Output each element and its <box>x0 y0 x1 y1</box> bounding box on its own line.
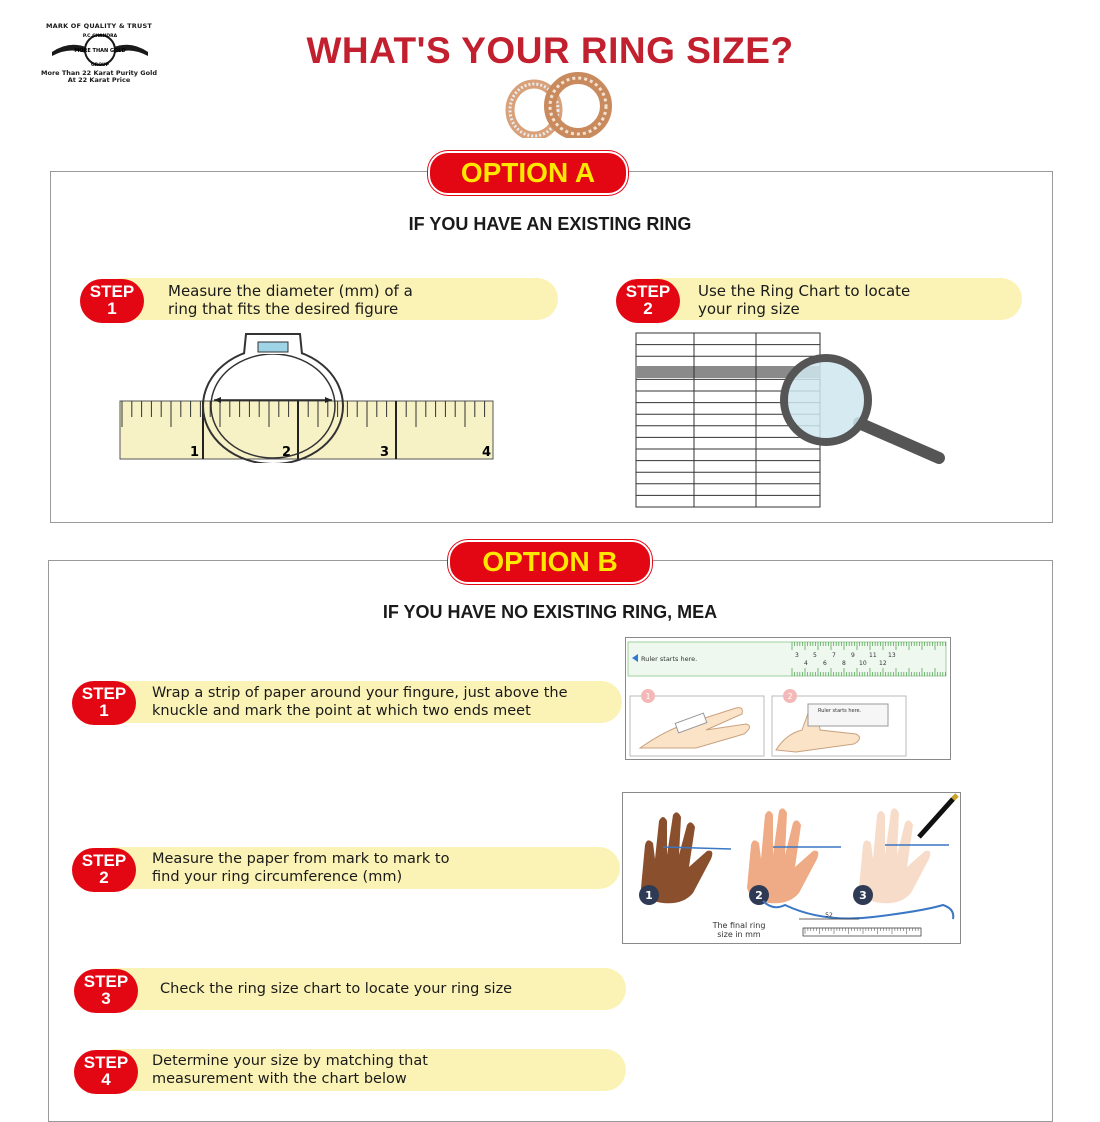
wrap-step-circle-2: 2 <box>787 692 793 701</box>
ruler-label-2: 2 <box>282 445 292 460</box>
step-word: STEP <box>89 282 135 301</box>
option-b-step1-line2: knuckle and mark the point at which two ends meet <box>152 703 531 719</box>
ruler-bottom-num: 12 <box>879 660 887 667</box>
wrap-paper-illustration <box>625 637 951 760</box>
logo-top-text: MARK OF QUALITY & TRUST <box>46 22 152 30</box>
option-b-heading: IF YOU HAVE NO EXISTING RING, MEA <box>382 602 718 622</box>
ruler-label-4: 4 <box>482 445 492 460</box>
option-b-step1-text <box>152 684 568 720</box>
step-number: 4 <box>101 1070 111 1089</box>
option-b-step1-line1: Wrap a strip of paper around your fingure, just above the <box>152 685 568 701</box>
option-b-step4-line1: Determine your size by matching that <box>152 1053 428 1069</box>
option-b-step3-badge <box>74 969 138 1013</box>
option-b-label: OPTION B <box>448 540 652 584</box>
final-size-caption-line1: The final ring <box>712 921 766 930</box>
ruler-top-num: 3 <box>795 652 799 659</box>
option-a-step2-badge <box>616 279 680 323</box>
logo-tagline <box>40 70 158 84</box>
ruler-starts-note: Ruler starts here. <box>641 655 698 663</box>
step-number: 1 <box>99 701 109 720</box>
hand-step-circle: 1 <box>645 889 653 902</box>
hand-step-circle: 3 <box>859 889 867 902</box>
ruler-top-num: 9 <box>851 652 855 659</box>
page-title: WHAT'S YOUR RING SIZE? <box>306 30 794 71</box>
step-number: 1 <box>107 299 117 318</box>
step-word: STEP <box>81 851 127 870</box>
option-a-step1-text <box>168 282 413 318</box>
logo-tagline-line1: More Than 22 Karat Purity Gold <box>41 69 157 77</box>
ruler-label-1: 1 <box>190 445 200 460</box>
wrap-step-circle-1: 1 <box>645 692 651 701</box>
logo-brand-top: P.C.CHANDRA <box>82 34 118 39</box>
ruler-top-num: 13 <box>888 652 896 659</box>
option-a-step1-line1: Measure the diameter (mm) of a <box>168 282 413 300</box>
ruler-bottom-num: 8 <box>842 660 846 667</box>
option-b-step4-badge <box>74 1050 138 1094</box>
option-b-step1-badge <box>72 681 136 725</box>
ruler-label-3: 3 <box>380 445 390 460</box>
magnifier-icon <box>784 358 868 442</box>
measure-value: 52 <box>825 912 833 919</box>
ruler-top-num: 5 <box>813 652 817 659</box>
option-a-step2-line2: your ring size <box>698 300 800 318</box>
ruler-bottom-num: 10 <box>859 660 867 667</box>
ring-on-ruler-illustration <box>118 328 498 463</box>
ruler-top-num: 7 <box>832 652 836 659</box>
final-size-caption-line2: size in mm <box>717 930 761 939</box>
option-b-step2-line1: Measure the paper from mark to mark to <box>152 851 450 867</box>
option-a-step1-line2: ring that fits the desired figure <box>168 300 399 318</box>
step-number: 3 <box>101 989 111 1008</box>
step-word: STEP <box>83 1053 129 1072</box>
step-word: STEP <box>625 282 671 301</box>
option-a-step1-badge <box>80 279 144 323</box>
hands-measure-illustration <box>622 792 961 944</box>
ruler-bottom-num: 6 <box>823 660 827 667</box>
step-number: 2 <box>643 299 653 318</box>
option-a-step2-text <box>698 282 910 318</box>
option-a-step2-line1: Use the Ring Chart to locate <box>698 282 911 300</box>
option-a-heading: IF YOU HAVE AN EXISTING RING <box>408 214 692 234</box>
hand-step-circle: 2 <box>755 889 763 902</box>
option-b-step4-text <box>152 1052 428 1088</box>
logo-tagline-line2: At 22 Karat Price <box>67 76 131 84</box>
option-b-step2-line2: find your ring circumference (mm) <box>152 869 403 885</box>
option-b-step4-line2: measurement with the chart below <box>152 1071 407 1087</box>
logo-brand-center: MORE THAN GOLD <box>74 48 126 54</box>
rings-image <box>498 72 616 138</box>
option-b-step3-text: Check the ring size chart to locate your ring size <box>160 981 513 997</box>
option-b-step2-text <box>152 850 449 886</box>
ruler-top-num: 11 <box>869 652 877 659</box>
logo-brand-bottom: GROUP <box>91 63 109 68</box>
option-a-label: OPTION A <box>428 151 628 195</box>
step-number: 2 <box>99 868 109 887</box>
ruler-bottom-num: 4 <box>804 660 808 667</box>
ring-chart-illustration <box>634 330 954 510</box>
inset-ruler-note: Ruler starts here. <box>818 708 862 714</box>
step-word: STEP <box>81 684 127 703</box>
step-word: STEP <box>83 972 129 991</box>
option-b-step2-badge <box>72 848 136 892</box>
